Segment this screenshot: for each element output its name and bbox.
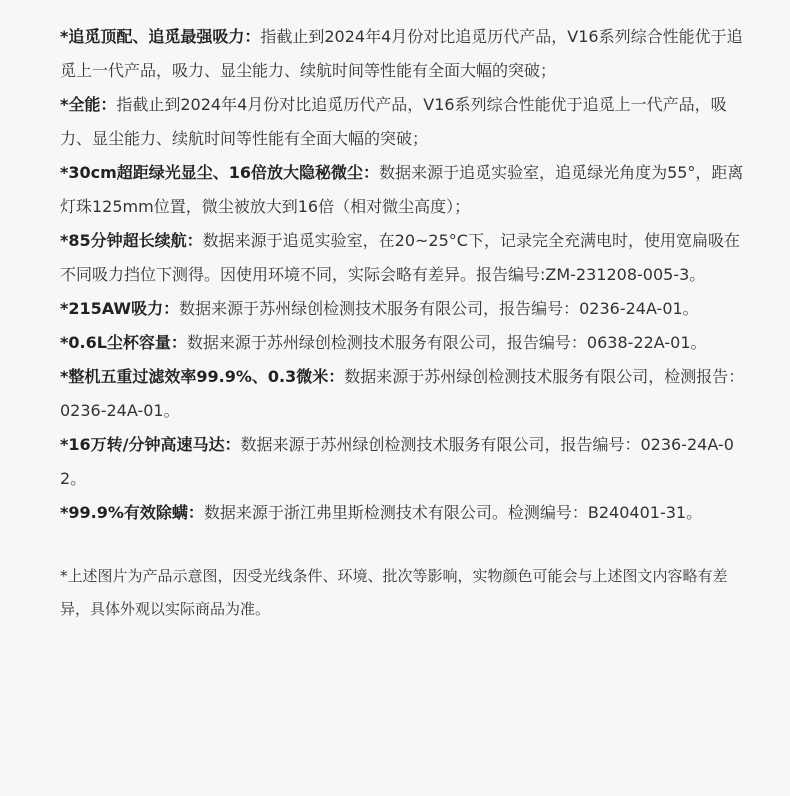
footnote-text: 指截止到2024年4月份对比追觅历代产品，V16系列综合性能优于追觅上一代产品，吸力、显尘能力、续航时间等性能有全面大幅的突破； <box>60 27 743 80</box>
footnote-item <box>60 20 750 88</box>
footnote-item <box>60 360 750 428</box>
footnote-item <box>60 496 750 530</box>
footnote-item <box>60 292 750 326</box>
footnote-text: 数据来源于苏州绿创检测技术服务有限公司，报告编号：0236-24A-01。 <box>179 299 699 318</box>
footnote-item <box>60 428 750 496</box>
footnote-text: 数据来源于浙江弗里斯检测技术有限公司。检测编号：B240401-31。 <box>203 503 703 522</box>
footnote-key: *16万转/分钟高速马达： <box>60 435 241 454</box>
footnote-item <box>60 156 750 224</box>
footnote-key: *整机五重过滤效率99.9%、0.3微米： <box>60 367 345 386</box>
footnote-item <box>60 326 750 360</box>
footnote-list <box>60 20 750 530</box>
footnote-text: 数据来源于苏州绿创检测技术服务有限公司，报告编号：0236-24A-02。 <box>60 435 734 488</box>
footnote-key: *追觅顶配、追觅最强吸力： <box>60 27 261 46</box>
footnote-key: *99.9%有效除螨： <box>60 503 204 522</box>
footnote-text: 指截止到2024年4月份对比追觅历代产品，V16系列综合性能优于追觅上一代产品，吸力、显尘能力、续航时间等性能有全面大幅的突破； <box>60 95 727 148</box>
footnote-text: 数据来源于追觅实验室，追觅绿光角度为55°，距离灯珠125mm位置，微尘被放大到16倍（相对微尘高度）； <box>60 163 744 216</box>
footnote-text: 数据来源于追觅实验室，在20~25°C下，记录完全充满电时，使用宽扁吸在不同吸力挡位下测得。因使用环境不同，实际会略有差异。报告编号:ZM-231208-005-3。 <box>60 231 740 284</box>
footnote-item <box>60 88 750 156</box>
footnote-key: *0.6L尘杯容量： <box>60 333 187 352</box>
footnote-text: 数据来源于苏州绿创检测技术服务有限公司，检测报告：0236-24A-01。 <box>60 367 745 420</box>
footnote-text: 数据来源于苏州绿创检测技术服务有限公司，报告编号：0638-22A-01。 <box>186 333 707 352</box>
footnote-key: *全能： <box>60 95 117 114</box>
footnote-key: *30cm超距绿光显尘、16倍放大隐秘微尘： <box>60 163 380 182</box>
image-disclaimer: *上述图片为产品示意图，因受光线条件、环境、批次等影响，实物颜色可能会与上述图文内容略有差异，具体外观以实际商品为准。 <box>60 567 728 618</box>
footnote-key: *215AW吸力： <box>60 299 180 318</box>
footnote-item <box>60 224 750 292</box>
footnote-key: *85分钟超长续航： <box>60 231 203 250</box>
